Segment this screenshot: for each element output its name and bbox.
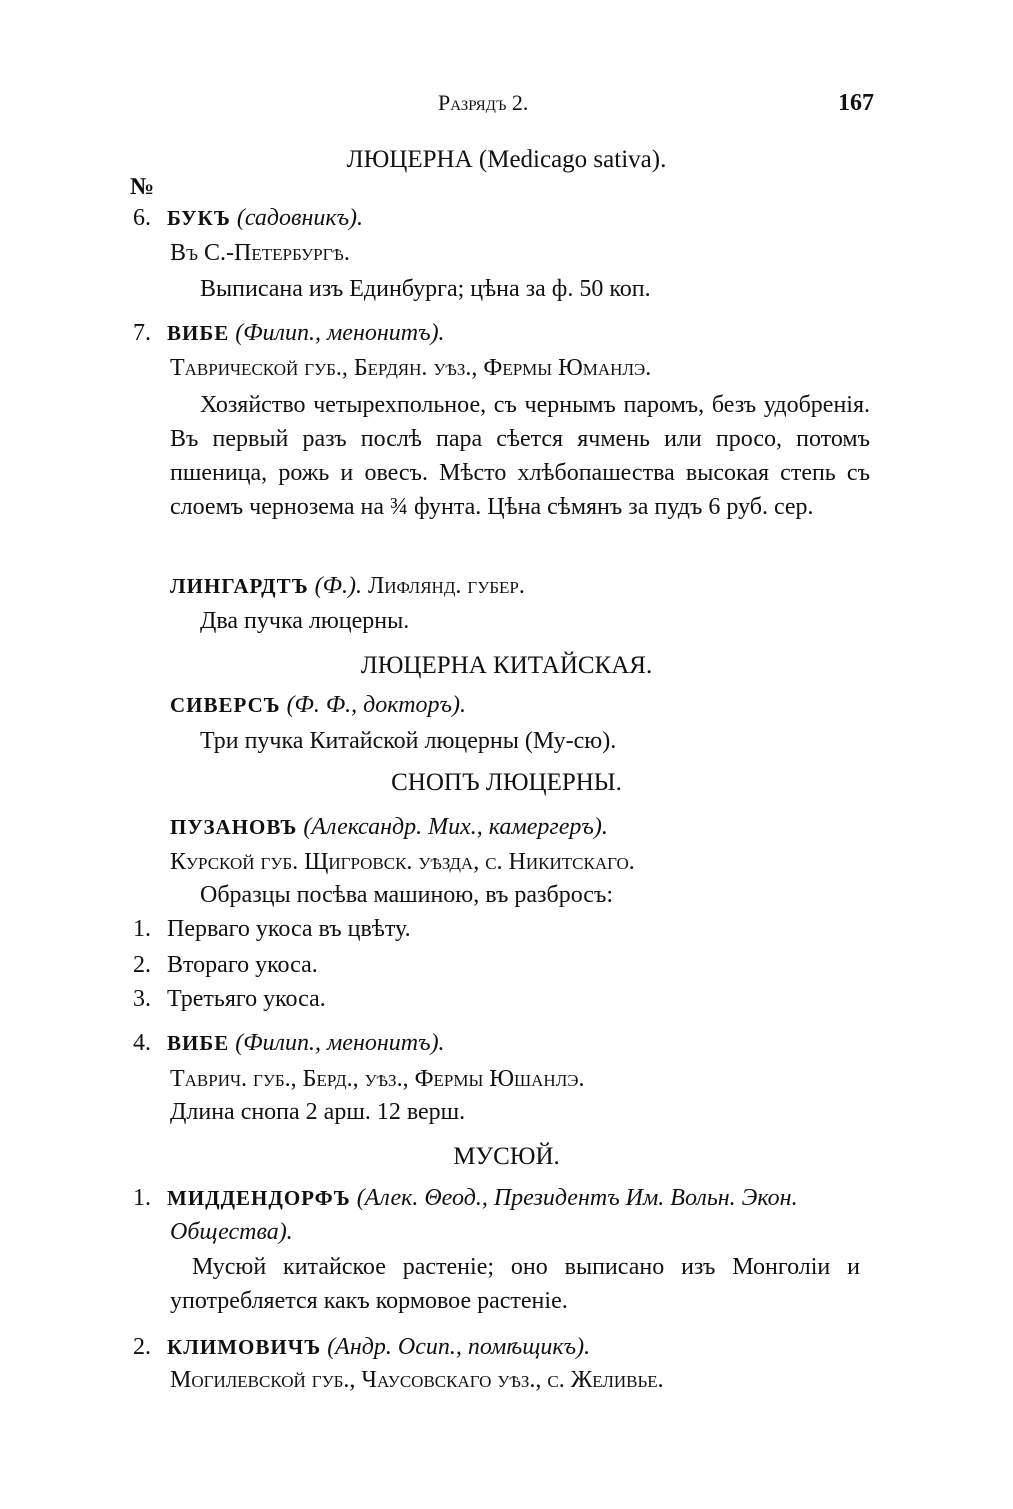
exhibitor-name: ПУЗАНОВЪ [170,815,298,839]
section-title-sheaf: СНОПЪ ЛЮЦЕРНЫ. [391,769,622,796]
section-title-lucerne: ЛЮЦЕРНА (Medicago sativa). [346,146,667,173]
entry-4-header [133,1028,445,1058]
sample-item-1 [133,914,411,944]
entry-6-place: Въ С.-Петербургѣ. [170,240,350,266]
entry-7-place: Таврической губ., Бердян. уѣз., Фермы Юманлэ. [170,355,652,381]
entry-middendorf-desc-cont: Общества). [170,1219,293,1245]
sample-item-3 [133,984,326,1014]
section-title-chinese-lucerne: ЛЮЦЕРНА КИТАЙСКАЯ. [360,652,653,679]
entry-puzanov-header [170,812,608,842]
number-column-label: № [130,174,155,200]
exhibitor-name: БУКЪ [167,206,231,230]
entry-sivers-note: Три пучка Китайской люцерны (Му-сю). [200,728,617,754]
item-text: Перваго укоса въ цвѣту. [167,916,411,942]
entry-middendorf-description: Мусюй китайское растеніе; оно выписано изъ Монголіи и употребляется какъ кормовое растеніе. [170,1254,860,1314]
entry-number: 4. [133,1030,151,1056]
entry-middendorf-header [133,1183,798,1213]
item-number: 3. [133,986,151,1012]
item-number: 1. [133,916,151,942]
item-number: 2. [133,952,151,978]
exhibitor-name: МИДДЕНДОРФЪ [167,1186,351,1210]
entry-number: 6. [133,205,151,231]
exhibitor-desc: (Филип., менонитъ). [235,1030,445,1056]
entry-puzanov-place: Курской губ. Щигровск. уѣзда, с. Никитскаго. [170,849,635,875]
section-title-musyui: МУСЮЙ. [453,1143,560,1170]
exhibitor-desc: (Алек. Θеод., Президентъ Им. Вольн. Экон. [356,1185,798,1211]
entry-klimovich-header [133,1332,590,1362]
exhibitor-name: ЛИНГАРДТЪ [170,574,309,598]
entry-lingardt-header [170,571,525,601]
exhibitor-name: ВИБЕ [167,1031,230,1055]
entry-klimovich-place: Могилевской губ., Чаусовскаго уѣз., с. Желивье. [170,1367,664,1393]
page-number: 167 [838,90,874,116]
sample-item-2 [133,950,318,980]
entry-puzanov-note: Образцы посѣва машиною, въ разбросъ: [200,882,614,908]
exhibitor-place: Лифлянд. губер. [367,573,525,599]
entry-number: 2. [133,1334,151,1360]
exhibitor-desc: (Александр. Мих., камергеръ). [303,814,608,840]
entry-4-place: Таврич. губ., Берд., уѣз., Фермы Юшанлэ. [170,1066,585,1092]
exhibitor-name: СИВЕРСЪ [170,693,281,717]
running-title: Разрядъ 2. [438,90,529,115]
entry-6-note: Выписана изъ Единбурга; цѣна за ф. 50 коп. [200,276,651,302]
entry-7-header [133,318,445,348]
entry-lingardt-note: Два пучка люцерны. [200,608,410,634]
entry-4-note: Длина снопа 2 арш. 12 верш. [170,1099,466,1125]
exhibitor-desc: (Филип., менонитъ). [235,320,445,346]
exhibitor-name: ВИБЕ [167,321,230,345]
entry-6-header [133,203,363,233]
exhibitor-desc: (Ф.). [314,573,362,599]
item-text: Третьяго укоса. [167,986,326,1012]
entry-sivers-header [170,690,466,720]
entry-number: 1. [133,1185,151,1211]
entry-7-description: Хозяйство четырехпольное, съ чернымъ паромъ, безъ удобренія. Въ первый разъ послѣ пара сѣется ячмень или просо, потомъ пшеница, рожь и овесъ. Мѣсто хлѣбопашества высокая степь съ слоемъ чернозема на ¾ фунта. Цѣна сѣмянъ за пудъ 6 руб. сер. [170,392,870,520]
exhibitor-desc: (Ф. Ф., докторъ). [286,692,466,718]
exhibitor-desc: (садовникъ). [236,205,364,231]
item-text: Втораго укоса. [167,952,318,978]
exhibitor-name: КЛИМОВИЧЪ [167,1335,322,1359]
exhibitor-desc: (Андр. Осип., помѣщикъ). [327,1334,591,1360]
entry-number: 7. [133,320,151,346]
